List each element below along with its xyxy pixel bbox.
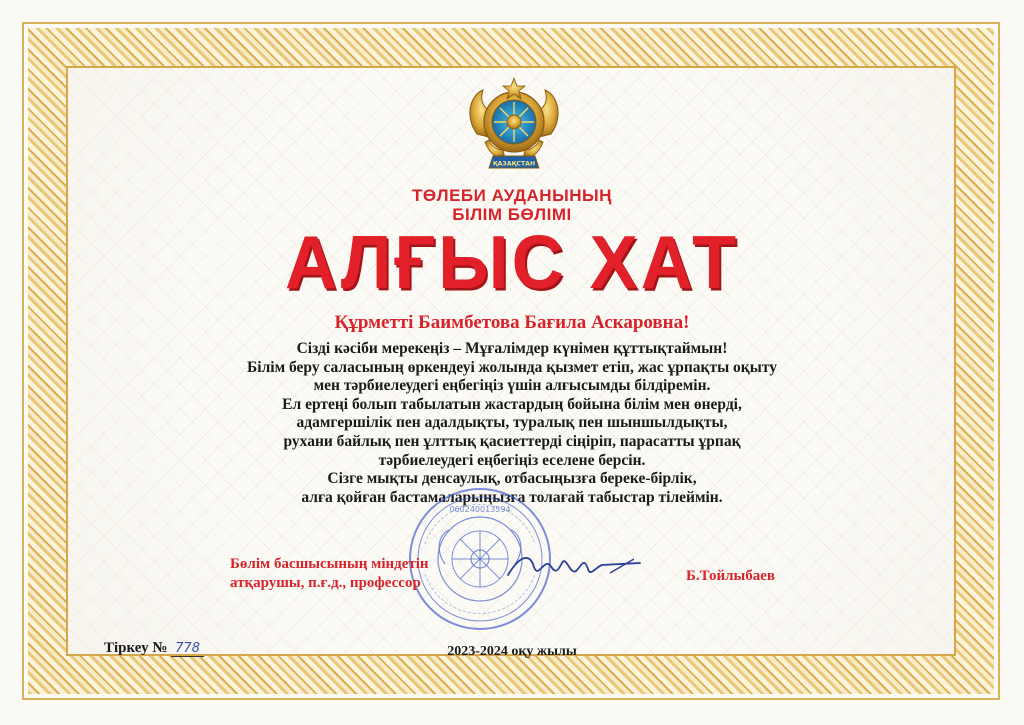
- body-line: Ел ертеңі болып табылатын жастардың бойына білім мен өнерді,: [282, 395, 742, 413]
- stamp-code: 060240013594: [449, 505, 511, 514]
- body-line: Сізге мықты денсаулық, отбасыңызға береке-бірлік,: [327, 470, 697, 488]
- registration-label: Тіркеу №: [104, 640, 168, 656]
- kazakhstan-emblem-icon: [459, 72, 569, 182]
- signer-title-line1: Бөлім басшысының міндетін: [230, 556, 429, 572]
- greeting-line: Құрметті Баимбетова Бағила Аскаровна!: [334, 312, 690, 333]
- body-line: тәрбиелеудегі еңбегіңіз еселене берсін.: [378, 451, 646, 469]
- registration-number: 778: [171, 641, 204, 657]
- signer-name: Б.Тойлыбаев: [686, 568, 776, 584]
- organization-line1: ТӨЛЕБИ АУДАНЫНЫҢ: [412, 186, 612, 205]
- signer-title: [230, 555, 429, 593]
- body-line: адамгершілік пен адалдықты, туралық пен шыншылдықты,: [296, 414, 728, 432]
- document-title: АЛҒЫС ХАТ: [284, 221, 740, 305]
- organization-line2: БІЛІМ БӨЛІМІ: [452, 205, 572, 224]
- body-line: рухани байлық пен ұлттық қасиеттерді сіңіріп, парасатты ұрпақ: [283, 432, 741, 450]
- handwritten-signature: [500, 545, 645, 590]
- letter-body: [150, 340, 874, 507]
- body-line: Білім беру саласының өркендеуі жолында қызмет етіп, жас ұрпақты оқыту: [247, 358, 777, 376]
- body-line: Сізді кәсіби мерекеңіз – Мұғалімдер күнімен құттықтаймын!: [296, 340, 728, 357]
- body-line: алға қойған бастамаларыңызға толағай табыстар тілеймін.: [301, 488, 723, 506]
- signer-title-line2: атқарушы, п.ғ.д., профессор: [230, 575, 421, 591]
- body-line: мен тәрбиелеудегі еңбегіңіз үшін алғысымды білдіремін.: [313, 377, 711, 395]
- academic-year: 2023-2024 оқу жылы: [447, 644, 577, 659]
- emblem-text: ҚАЗАҚСТАН: [492, 160, 536, 168]
